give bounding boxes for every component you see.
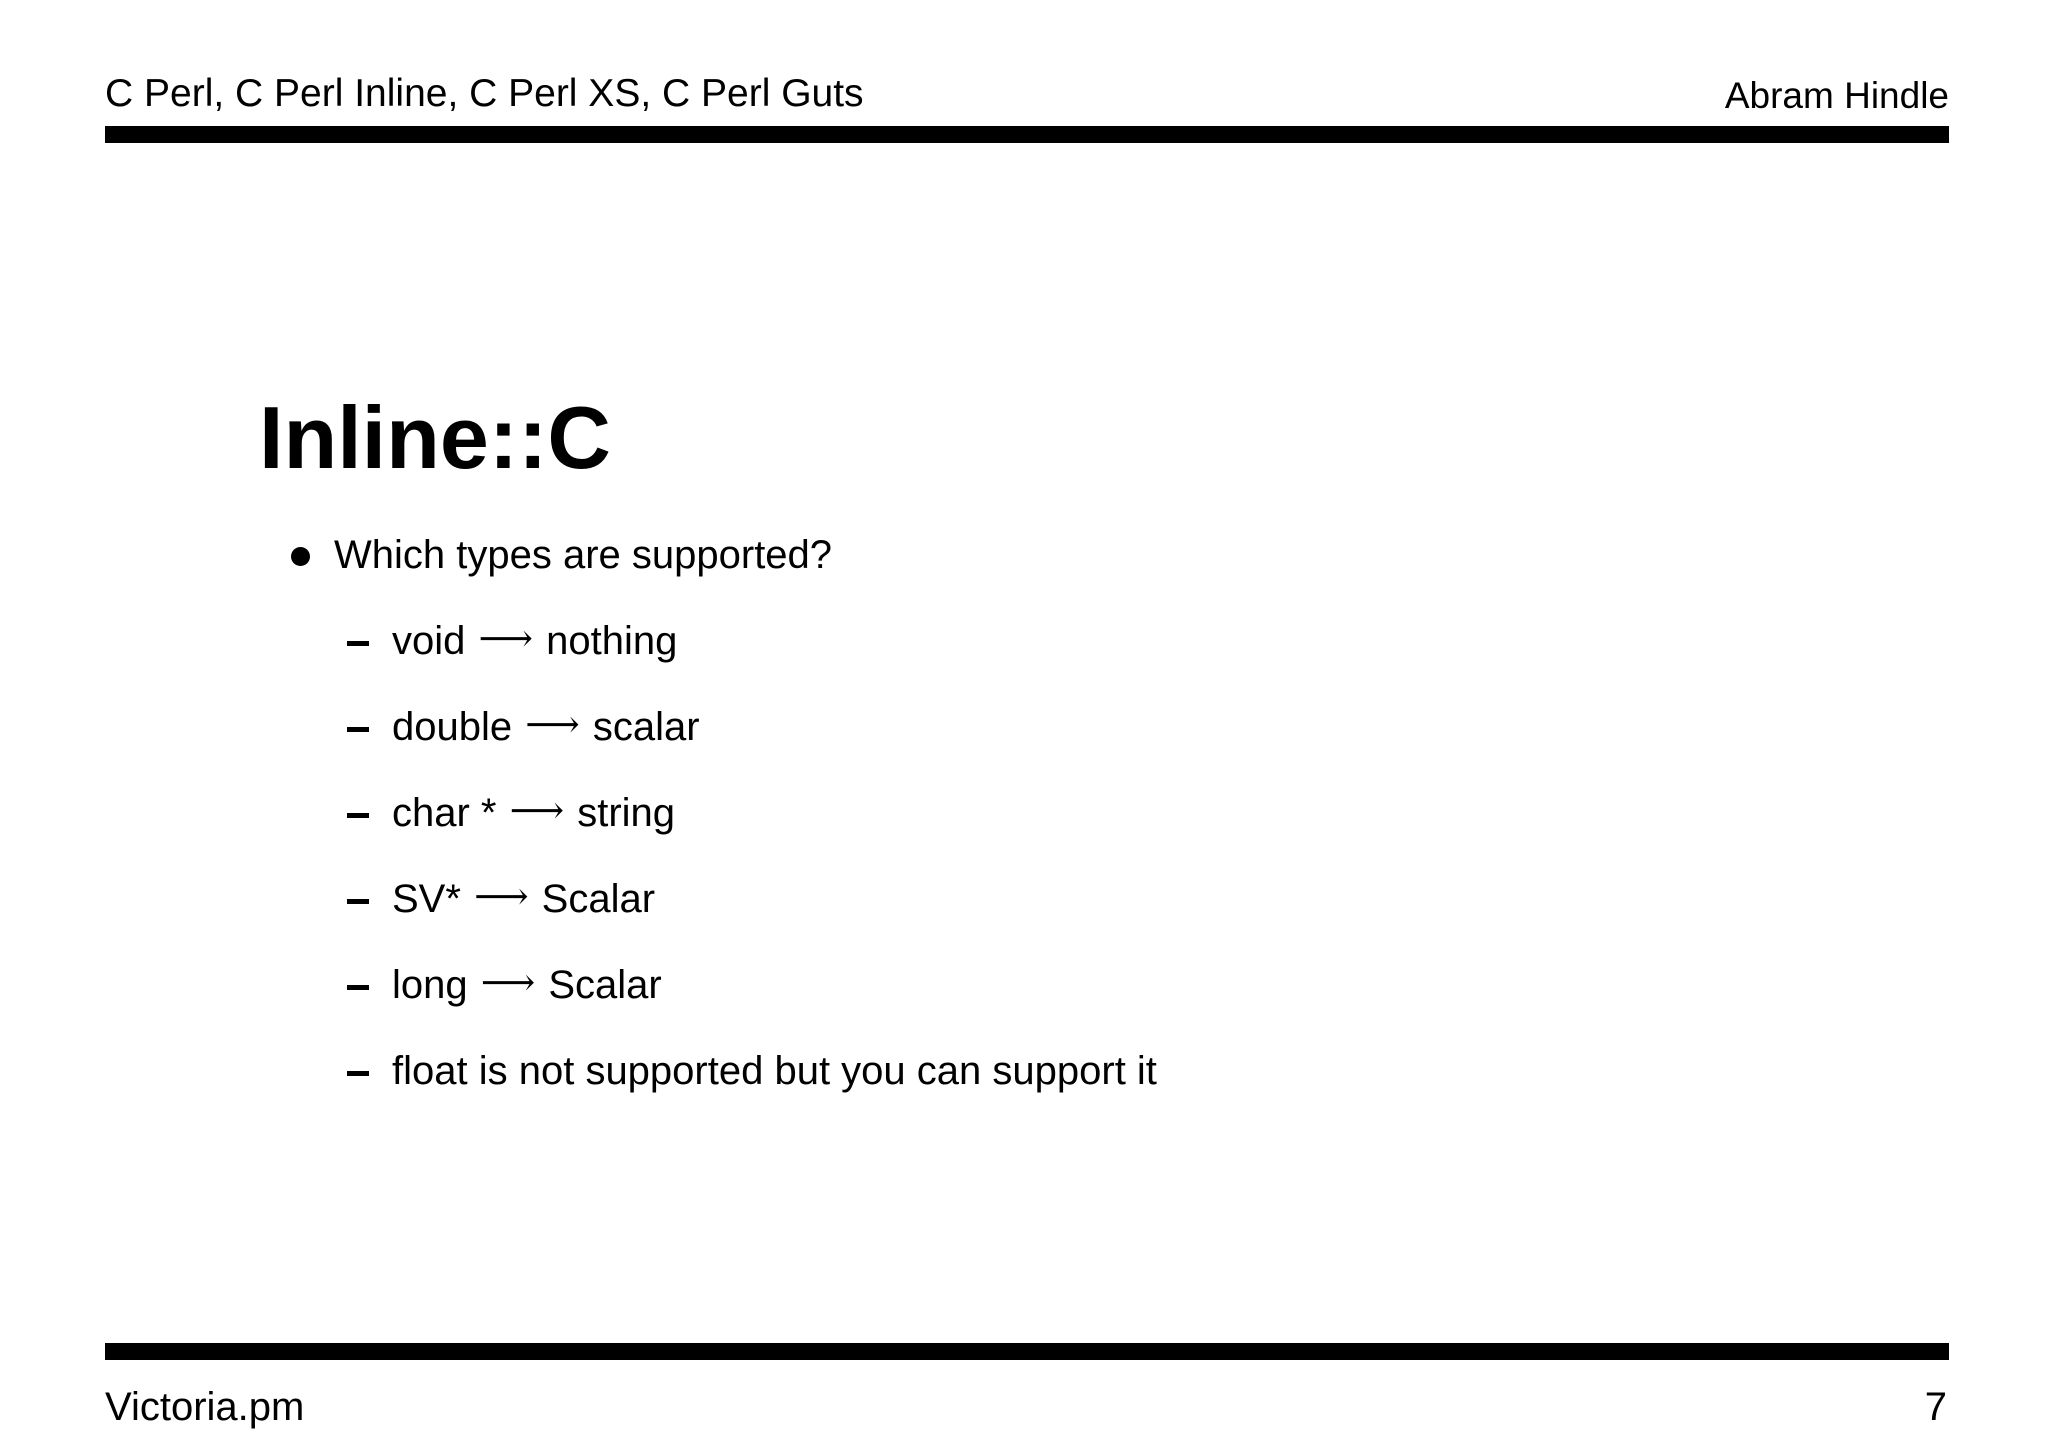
- type-to: nothing: [546, 619, 678, 663]
- type-to: string: [577, 791, 676, 835]
- author-name: Abram Hindle: [1724, 75, 1949, 116]
- sub-item-text: [392, 699, 700, 755]
- dash-icon: [347, 727, 369, 732]
- dash-icon: [347, 985, 369, 990]
- footer-rule: [105, 1343, 1949, 1360]
- page-number: 7: [1924, 1385, 1947, 1429]
- right-arrow-icon: ⟶: [525, 702, 580, 746]
- sub-item-text: [392, 613, 677, 669]
- footer-organization: Victoria.pm: [105, 1385, 305, 1429]
- sub-item-text: [392, 957, 662, 1013]
- type-to: scalar: [592, 705, 700, 749]
- right-arrow-icon: ⟶: [478, 616, 533, 660]
- type-from: SV*: [392, 877, 461, 921]
- sub-item-text: float is not supported but you can support it: [392, 1049, 1157, 1093]
- bullet-text: Which types are supported?: [334, 533, 833, 577]
- dash-icon: [347, 813, 369, 818]
- presentation-title: C Perl, C Perl Inline, C Perl XS, C Perl Guts: [105, 72, 864, 115]
- sub-item-text: [392, 871, 655, 927]
- dash-icon: [347, 899, 369, 904]
- type-from: double: [392, 705, 513, 749]
- right-arrow-icon: ⟶: [509, 788, 565, 832]
- bullet-dot-icon: [291, 547, 310, 566]
- right-arrow-icon: ⟶: [480, 960, 536, 1004]
- sub-item-text: [392, 785, 675, 841]
- type-from: void: [392, 619, 466, 663]
- dash-icon: [347, 641, 369, 646]
- dash-icon: [347, 1071, 369, 1076]
- slide-title: Inline::C: [259, 388, 611, 487]
- type-to: Scalar: [541, 877, 656, 921]
- right-arrow-icon: ⟶: [474, 874, 529, 918]
- type-to: Scalar: [548, 963, 662, 1007]
- type-from: long: [392, 963, 468, 1007]
- type-from: char *: [392, 791, 497, 835]
- header-rule: [105, 126, 1949, 143]
